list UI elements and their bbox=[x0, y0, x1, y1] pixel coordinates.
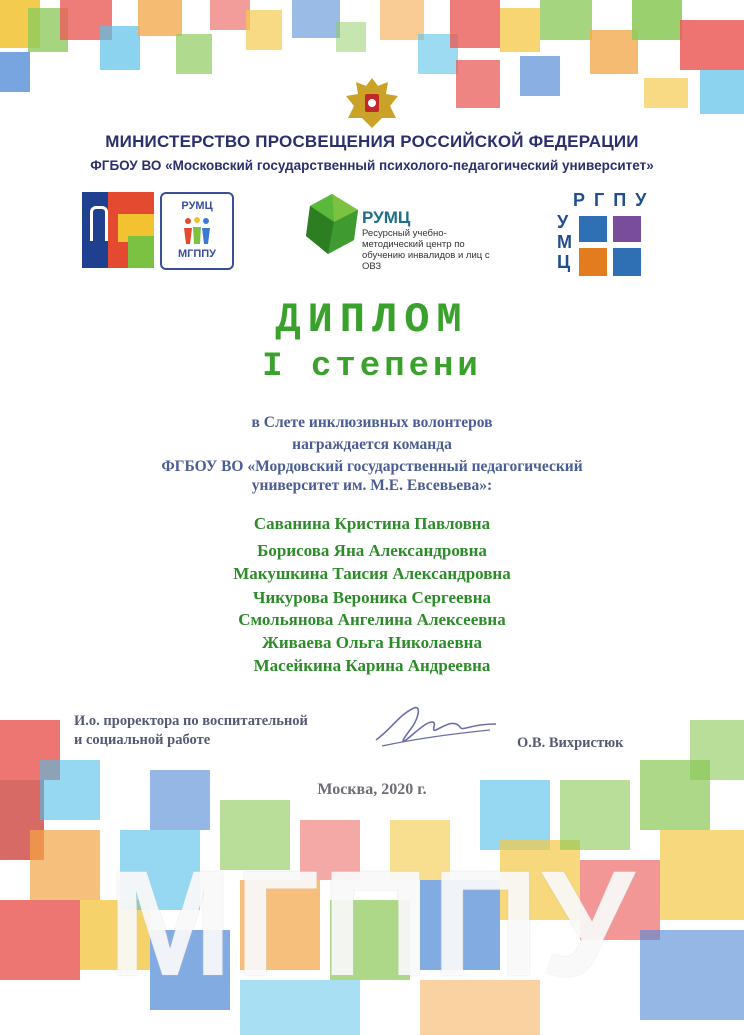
handwritten-signature bbox=[370, 700, 500, 750]
diploma-title: ДИПЛОМ bbox=[275, 296, 469, 344]
mgppu-logo bbox=[82, 192, 154, 268]
people-icon bbox=[180, 216, 214, 246]
rgpu-side-letter-2: М bbox=[557, 232, 572, 252]
intro-line-3: ФГБОУ ВО «Мордовский государственный педагогический bbox=[161, 458, 583, 475]
rgpu-logo bbox=[555, 190, 656, 280]
signatory-name: О.В. Вихристюк bbox=[517, 735, 624, 751]
blind-person-icon bbox=[613, 216, 641, 242]
diploma-degree: I степени bbox=[262, 348, 482, 386]
rumc-logo-title: РУМЦ bbox=[362, 208, 411, 227]
rgpu-logo-top: РГПУ bbox=[573, 190, 656, 210]
rgpu-side-letter-1: У bbox=[557, 212, 569, 232]
intro-line-2: награждается команда bbox=[292, 436, 452, 453]
team-member: Смольянова Ангелина Алексеевна bbox=[238, 610, 506, 629]
team-member: Борисова Яна Александровна bbox=[257, 541, 487, 560]
team-member: Живаева Ольга Николаевна bbox=[262, 633, 482, 652]
intro-line-4: университет им. М.Е. Евсевьева»: bbox=[251, 477, 493, 494]
education-icon bbox=[613, 248, 641, 276]
badge-label-bottom: МГППУ bbox=[177, 248, 217, 260]
team-member: Масейкина Карина Андреевна bbox=[253, 656, 491, 675]
rgpu-side-letter-3: Ц bbox=[557, 252, 571, 272]
intro-line-1: в Слете инклюзивных волонтеров bbox=[251, 414, 493, 431]
sign-language-icon bbox=[579, 216, 607, 242]
signatory-role-line-1: И.о. проректора по воспитательной bbox=[74, 713, 308, 729]
team-member: Макушкина Таисия Александровна bbox=[233, 564, 511, 583]
signatory-role bbox=[74, 712, 308, 750]
wheelchair-icon bbox=[579, 248, 607, 276]
team-member: Чикурова Вероника Сергеевна bbox=[252, 588, 492, 607]
organization-title: ФГБОУ ВО «Московский государственный психолого-педагогический университет» bbox=[90, 158, 654, 173]
ministry-title: МИНИСТЕРСТВО ПРОСВЕЩЕНИЯ РОССИЙСКОЙ ФЕДЕРАЦИИ bbox=[105, 132, 639, 151]
rumc-crystal-icon bbox=[302, 192, 362, 258]
badge-label-top: РУМЦ bbox=[181, 200, 213, 212]
signatory-role-line-2: и социальной работе bbox=[74, 732, 211, 748]
rumc-logo-description: Ресурсный учебно-методический центр по обучению инвалидов и лиц с ОВЗ bbox=[362, 228, 490, 272]
team-member: Саванина Кристина Павловна bbox=[253, 514, 491, 533]
rumc-mgppu-badge bbox=[160, 192, 234, 270]
city-year: Москва, 2020 г. bbox=[317, 781, 427, 798]
coat-of-arms-icon bbox=[340, 74, 404, 132]
mgppu-watermark: МГППУ bbox=[107, 839, 637, 1007]
